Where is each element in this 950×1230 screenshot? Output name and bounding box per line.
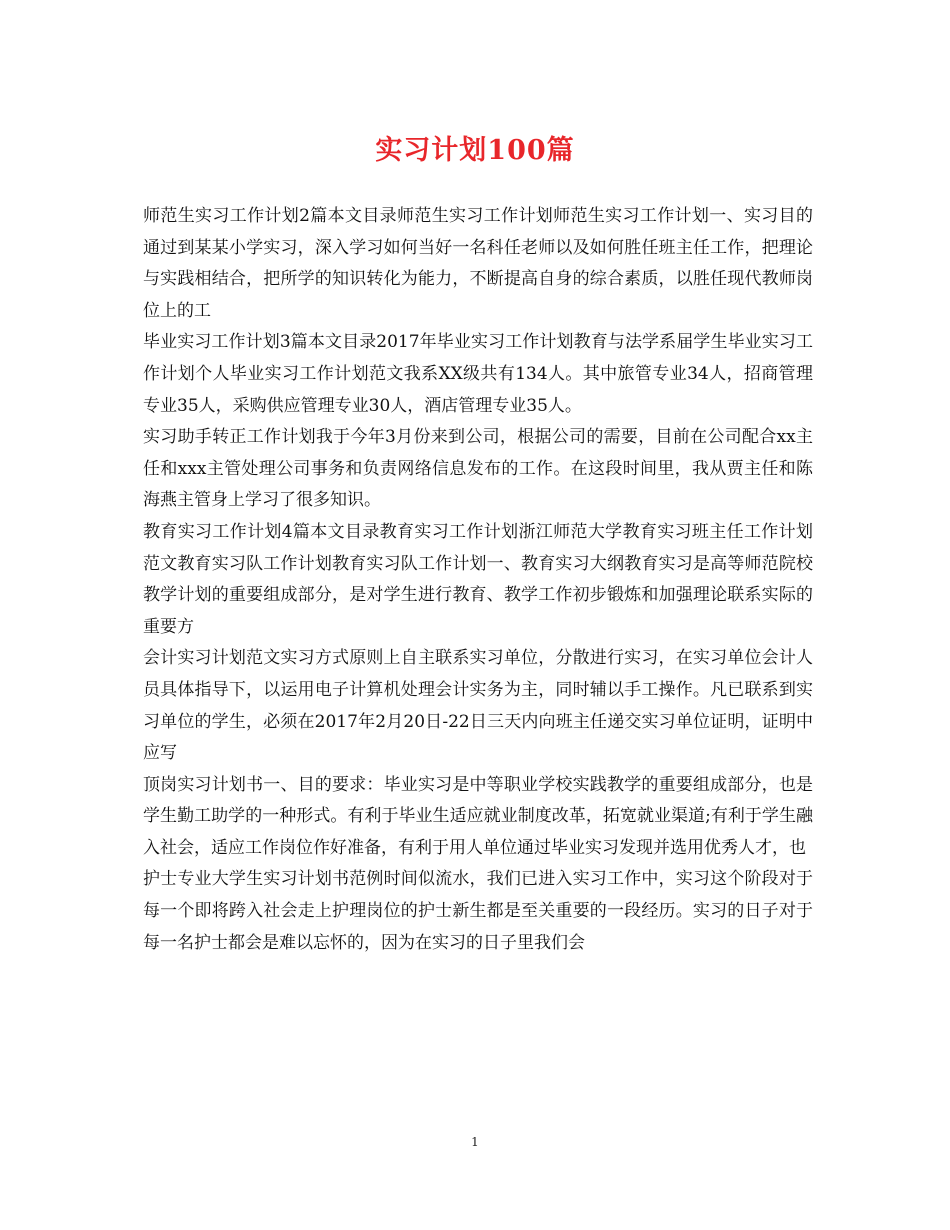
document-title: 实习计划100篇 xyxy=(375,135,575,166)
paragraph-7: 护士专业大学生实习计划书范例时间似流水，我们已进入实习工作中，实习这个阶段对于每一个即将跨入社会走上护理岗位的护士新生都是至关重要的一段经历。实习的日子对于每一名护士都会是难以忘怀的，因为在实习的日子里我们会 xyxy=(143,869,813,953)
paragraph-5: 会计实习计划范文实习方式原则上自主联系实习单位，分散进行实习，在实习单位会计人员具体指导下，以运用电子计算机处理会计实务为主，同时辅以手工操作。凡已联系到实习单位的学生，必须在2017年2月20日-22日三天内向班主任递交实习单位证明，证明中应写 xyxy=(143,648,813,764)
document-body xyxy=(143,201,813,959)
paragraph-1: 师范生实习工作计划2篇本文目录师范生实习工作计划师范生实习工作计划一、实习目的通过到某某小学实习，深入学习如何当好一名科任老师以及如何胜任班主任工作，把理论与实践相结合，把所学的知识转化为能力，不断提高自身的综合素质，以胜任现代教师岗位上的工 xyxy=(143,206,813,321)
paragraph-2: 毕业实习工作计划3篇本文目录2017年毕业实习工作计划教育与法学系届学生毕业实习工作计划个人毕业实习工作计划范文我系XX级共有134人。其中旅管专业34人，招商管理专业35人，采购供应管理专业30人，酒店管理专业35人。 xyxy=(143,332,813,416)
page-number: 1 xyxy=(471,1135,479,1149)
paragraph-6: 顶岗实习计划书一、目的要求：毕业实习是中等职业学校实践教学的重要组成部分，也是学生勤工助学的一种形式。有利于毕业生适应就业制度改革，拓宽就业渠道;有利于学生融入社会，适应工作岗位作好准备，有利于用人单位通过毕业实习发现并选用优秀人才，也 xyxy=(143,774,813,858)
paragraph-3: 实习助手转正工作计划我于今年3月份来到公司，根据公司的需要，目前在公司配合xx主任和xxx主管处理公司事务和负责网络信息发布的工作。在这段时间里，我从贾主任和陈海燕主管身上学习了很多知识。 xyxy=(143,427,813,511)
paragraph-4: 教育实习工作计划4篇本文目录教育实习工作计划浙江师范大学教育实习班主任工作计划范文教育实习队工作计划教育实习队工作计划一、教育实习大纲教育实习是高等师范院校教学计划的重要组成部分，是对学生进行教育、教学工作初步锻炼和加强理论联系实际的重要方 xyxy=(143,521,813,637)
